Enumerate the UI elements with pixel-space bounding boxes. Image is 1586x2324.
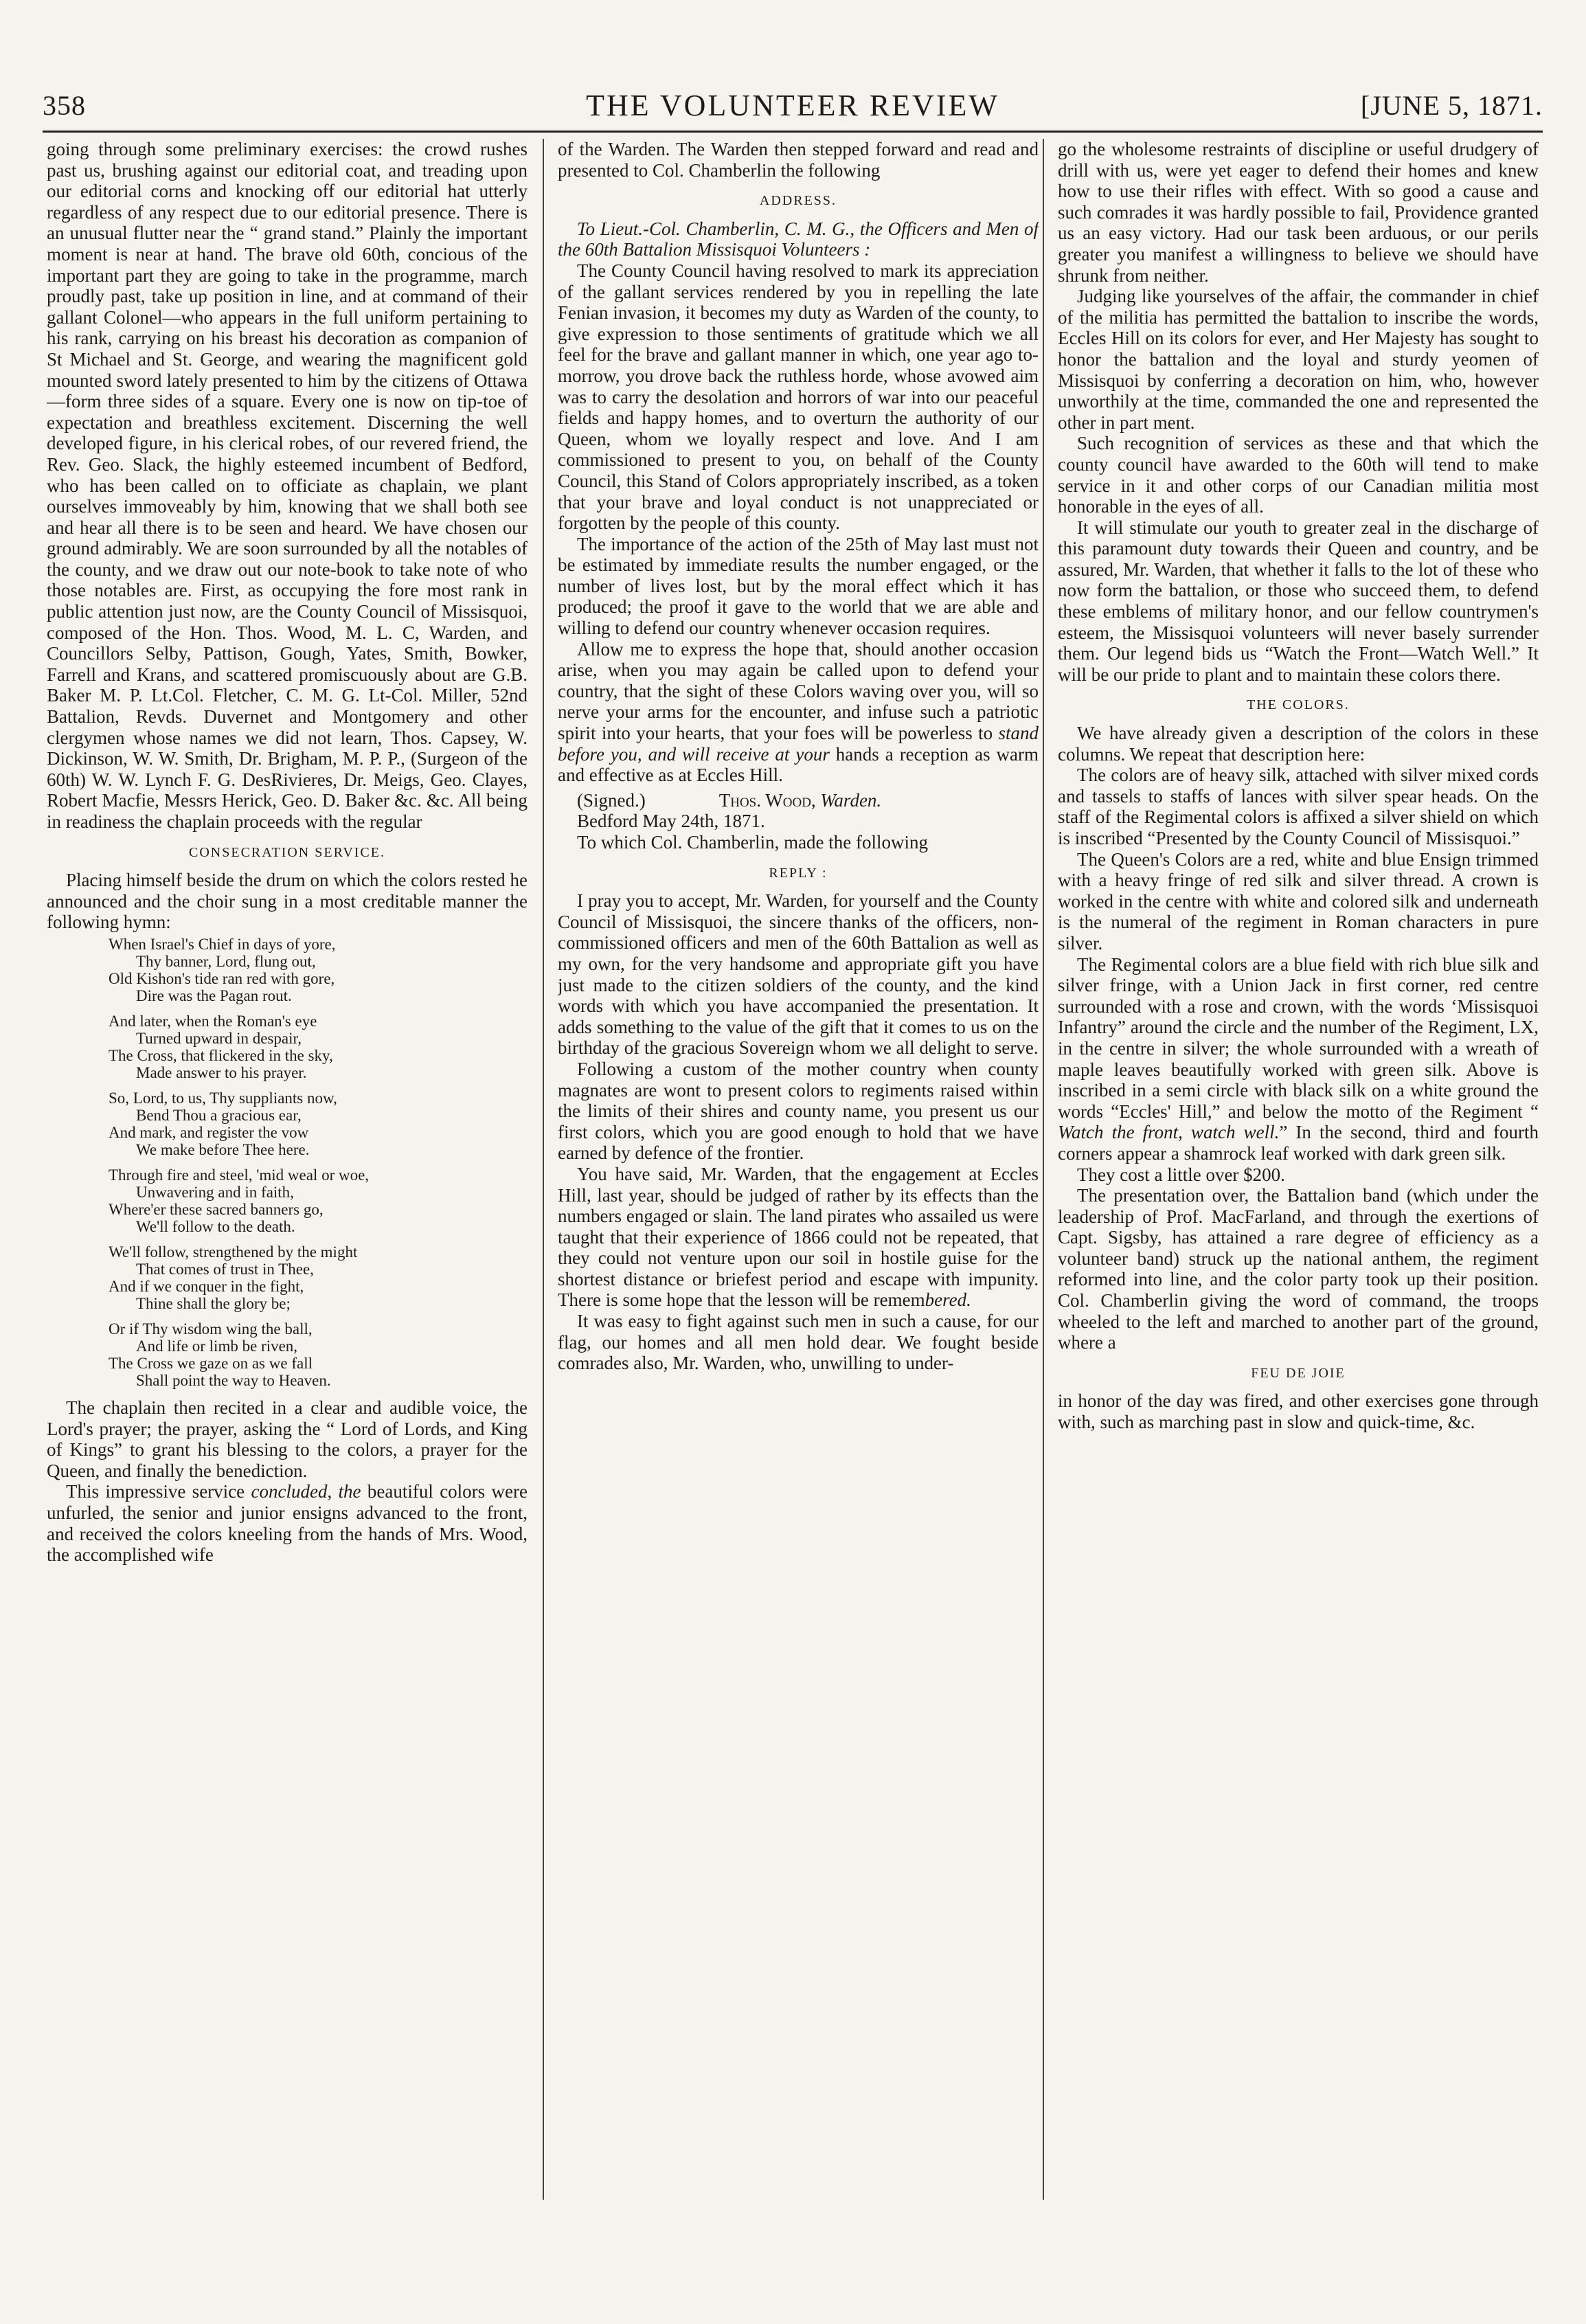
hymn-line: The Cross we gaze on as we fall [109,1354,313,1372]
paragraph: It was easy to fight against such men in such a cause, for our flag, our homes and all men hold dear. We fought beside comrades also, Mr. Warden, who, unwilling to under- [558,1311,1039,1374]
paragraph: Such recognition of services as these and that which the county council have awarded to the 60th will tend to make service in it and other corps of our Canadian militia most honorable in the eyes of all. [1058,433,1539,517]
hymn-line: And life or limb be riven, [136,1337,298,1355]
paragraph [558,639,1039,786]
hymn-line: The Cross, that flickered in the sky, [109,1046,333,1064]
section-heading: ADDRESS. [759,193,837,209]
hymn-stanza [109,1320,528,1389]
column-divider-2 [1043,139,1044,2200]
header-rule [43,131,1543,133]
hymn-line: Old Kishon's tide ran red with gore, [109,969,335,987]
text-run: ” In the second, third and fourth corners appear a shamrock leaf worked with dark green silk. [1058,1122,1539,1164]
paragraph: Placing himself beside the drum on which the colors rested he announced and the choir sung in a most creditable manner the following hymn: [47,870,528,933]
paragraph [47,1481,528,1565]
paragraph: It will stimulate our youth to greater zeal in the discharge of this paramount duty towards their Queen and country, and be assured, Mr. Warden, that whether it falls to the lot of these who now form the battalion, or those who succeed them, to defend these emblems of military honor, and our fellow countrymen's esteem, the Missisquoi volunteers will never basely surrender them. Our legend bids us “Watch the Front—Watch Well.” It will be our pride to plant and to maintain these colors there. [1058,517,1539,685]
text-run: You have said, Mr. Warden, that the engagement at Eccles Hill, last year, should be judged of rather by its effects than the numbers engaged or slain. The land pirates who assailed us were taught that their experience of 1866 could not be repeated, that they could not venture upon our soil in hostile guise for the shortest distance or briefest period and escape with impunity. There is some hope that the lesson will be remem [558,1163,1039,1311]
text-run: Allow me to express the hope that, should another occasion arise, when you may again be called upon to defend your country, that the sight of these Colors waving over you, will so nerve your arms for the encounter, and infuse such a patriotic spirit into your hearts, that your foes will be powerless to [558,638,1039,744]
paragraph: The importance of the action of the 25th of May last must not be estimated by immediate results the number engaged, or the number of lives lost, but by the moral effect which it has produced; the proof it gave to the world that we are able and willing to defend our country whenever occasion requires. [558,533,1039,639]
paragraph: Following a custom of the mother country when county magnates are wont to present colors to regiments raised within the limits of their shires and county name, you present us our first colors, which you are good enough to hold that we have earned by defence of the frontier. [558,1058,1039,1164]
hymn-line: We'll follow to the death. [136,1217,295,1235]
hymn-stanza [109,1166,528,1235]
paragraph: I pray you to accept, Mr. Warden, for yourself and the County Council of Missisquoi, the sincere thanks of the officers, non-commissioned officers and men of the 60th Battalion as well as my own, for the very handsome and appropriate gift you have just made to the citizen soldiers of the county, and the kind words with which you have accompanied the presentation. It adds something to the value of the gift that it comes to us on the birthday of the gracious Sovereign whom we all delight to serve. [558,890,1039,1059]
hymn-line: Through fire and steel, 'mid weal or woe, [109,1166,370,1184]
text-run: The Regimental colors are a blue field with rich blue silk and silver fringe, with a Union Jack in first corner, red centre surrounded with a rose and crown, with the words ‘Missisquoi Infantry” around the circle and the number of the Regiment, LX, in the centre in silver; the whole surrounded with a wreath of maple leaves beautifully worked with green silk. Above is inscribed in a semi circle with black silk on a white ground the words “Eccles' Hill,” and below the motto of the Regiment “ [1058,954,1539,1122]
address-salutation: To Lieut.-Col. Chamberlin, C. M. G., the Officers and Men of the 60th Battalion Missisquoi Volunteers : [558,218,1039,260]
section-heading: THE COLORS. [1247,697,1350,713]
signed-role: Warden. [820,789,882,811]
hymn-stanza [109,936,528,1004]
paragraph: The County Council having resolved to mark its appreciation of the gallant services rendered by you in repelling the late Fenian invasion, it becomes my duty as Warden of the county, to give expression to those sentiments of gratitude which we all feel for the brave and gallant manner in which, one year ago to-morrow, you drove back the ruthless horde, whose avowed aim was to carry the desolation and horrors of war into our peaceful fields and happy homes, and to overturn the authority of our Queen, whom we loyally respect and love. And I am commissioned to present to you, on behalf of the County Council, this Stand of Colors appropriately inscribed, as a token that your brave and loyal conduct is not unappreciated or forgotten by the people of this county. [558,260,1039,534]
text-run: This impressive service [66,1481,251,1502]
issue-date: [JUNE 5, 1871. [1360,90,1543,121]
section-heading: FEU DE JOIE [1251,1365,1346,1381]
hymn-line: Thine shall the glory be; [136,1294,291,1312]
emphasis: stand before you, and will receive at your [558,723,1039,765]
paragraph [558,1164,1039,1311]
hymn-line: When Israel's Chief in days of yore, [109,935,336,953]
signed-place: Bedford May 24th, 1871. [577,811,765,832]
column-2 [558,139,1039,2241]
hymn-line: Bend Thou a gracious ear, [136,1106,302,1124]
column-3 [1058,139,1539,2241]
emphasis: bered. [925,1289,971,1311]
paragraph: Judging like yourselves of the affair, the commander in chief of the militia has permitted the battalion to inscribe the words, Eccles Hill on its colors for ever, and Her Majesty has sought to honor the battalion and the loyal and sturdy yeomen of Missisquoi by conferring a decoration on him, who, however unworthily at the time, commanded the one and represented the other in part ment. [1058,286,1539,433]
hymn-line: And later, when the Roman's eye [109,1012,317,1030]
paragraph: going through some preliminary exercises: the crowd rushes past us, brushing against our editorial coat, and treading upon our editorial corns and knocking off our editorial hat utterly regardless of any respect due to our editorial presence. There is an unusual flutter near the “ grand stand.” Plainly the important moment is near at hand. The brave old 60th, concious of the important part they are going to take in the programme, march proudly past, take up position in line, and at command of their gallant Colonel—who appears in the full uniform pertaining to his rank, carrying on his breast his decoration as companion of St Michael and St. George, and wearing the magnificent gold mounted sword lately presented to him by the citizens of Ottawa—form three sides of a square. Every one is now on tip-toe of expectation and breathless excitement. Discerning the well developed figure, in his clerical robes, of our revered friend, the Rev. Geo. Slack, the highly esteemed incumbent of Bedford, who has been called on to officiate as chaplain, we plant ourselves immoveably by him, knowing that we shall both see and hear all there is to be seen and heard. We have chosen our ground admirably. We are soon surrounded by all the notables of the county, and we draw out our note-book to take note of who those notables are. First, as occupying the fore most rank in public attention just now, are the County Council of Missisquoi, composed of the Hon. Thos. Wood, M. L. C, Warden, and Councillors Selby, Pattison, Gough, Yates, Smith, Bowker, Farrell and Krans, and scattered promiscuously about are G.B. Baker M. P. Lt.Col. Fletcher, C. M. G. Lt-Col. Miller, 52nd Battalion, Revds. Duvernet and Montgomery and other clergymen whose names we did not learn, Thos. Capsey, W. Dickinson, W. W. Smith, Dr. Brigham, M. P. P., (Surgeon of the 60th) W. W. Lynch F. G. DesRivieres, Dr. Meigs, Geo. Clayes, Robert Macfie, Messrs Herick, Geo. D. Baker &c. &c. All being in readiness the chaplain proceeds with the regular [47,139,528,832]
paragraph: The colors are of heavy silk, attached with silver mixed cords and tassels to staffs of lances with silver spear heads. On the staff of the Regimental colors is affixed a silver shield on which is inscribed “Presented by the County Council of Missisquoi.” [1058,765,1539,848]
paragraph: To which Col. Chamberlin, made the following [577,832,929,853]
text-run: beautiful colors were unfurled, the senior and junior ensigns advanced to the front, and received the colors kneeling from the hands of Mrs. Wood, the accomplished wife [47,1481,528,1566]
hymn-line: Turned upward in despair, [136,1029,302,1047]
paragraph: The presentation over, the Battalion band (which under the leadership of Prof. MacFarland, and through the exertions of Capt. Sigsby, has attained a rare degree of efficiency as a volunteer band) struck up the national anthem, the regiment reformed into line, and the color party took up their position. Col. Chamberlin giving the word of command, the troops wheeled to the left and marched to another part of the ground, where a [1058,1185,1539,1353]
section-heading: CONSECRATION SERVICE. [189,844,385,860]
hymn-line: So, Lord, to us, Thy suppliants now, [109,1089,337,1107]
paragraph [1058,954,1539,1164]
hymn-stanza [109,1013,528,1081]
column-1 [47,139,528,2241]
hymn-line: Dire was the Pagan rout. [136,986,292,1004]
hymn-line: Shall point the way to Heaven. [136,1371,331,1389]
paragraph: We have already given a description of the colors in these columns. We repeat that description here: [1058,723,1539,765]
hymn-line: Made answer to his prayer. [136,1063,307,1081]
paragraph: The Queen's Colors are a red, white and blue Ensign trimmed with a heavy fringe of red silk and silver thread. A crown is worked in the centre with white and colored silk and underneath is the numeral of the regiment in Roman characters in pure silver. [1058,848,1539,954]
paragraph: go the wholesome restraints of discipline or useful drudgery of drill with us, were yet eager to defend their homes and knew how to use their rifles with effect. With so good a cause and such comrades it was hardly possible to fail, Providence granted us an easy victory. Had our task been arduous, or our perils greater you manifest a willingness to believe we should have shrunk from neither. [1058,139,1539,286]
hymn-line: Unwavering and in faith, [136,1183,294,1201]
page-number: 358 [43,90,86,121]
hymn-line: Or if Thy wisdom wing the ball, [109,1320,313,1338]
signed-name: Thos. Wood, [718,789,816,811]
section-heading: REPLY : [769,865,828,881]
signature-block [558,790,1039,811]
hymn-line: That comes of trust in Thee, [136,1260,314,1278]
paragraph: They cost a little over $200. [1077,1164,1285,1185]
hymn-line: Thy banner, Lord, flung out, [136,952,316,970]
page-header [43,81,1543,131]
text-run: hands a reception as warm and effective as at Eccles Hill. [558,743,1039,786]
hymn-stanza [109,1090,528,1158]
hymn-stanza [109,1243,528,1312]
column-divider-1 [543,139,544,2200]
page-title: THE VOLUNTEER REVIEW [586,89,999,122]
paragraph: The chaplain then recited in a clear and audible voice, the Lord's prayer; the prayer, asking the “ Lord of Lords, and King of Kings” to grant his blessing to the colors, a prayer for the Queen, and finally the benediction. [47,1397,528,1481]
emphasis: concluded, the [251,1481,361,1502]
signed-label: (Signed.) [577,789,646,811]
hymn-line: And mark, and register the vow [109,1123,309,1141]
emphasis: Watch the front, watch well. [1058,1122,1280,1143]
hymn-line: And if we conquer in the fight, [109,1277,304,1295]
paragraph: of the Warden. The Warden then stepped forward and read and presented to Col. Chamberlin the following [558,139,1039,181]
paragraph: in honor of the day was fired, and other exercises gone through with, such as marching past in slow and quick-time, &c. [1058,1390,1539,1433]
hymn-line: We'll follow, strengthened by the might [109,1243,358,1261]
hymn-line: Where'er these sacred banners go, [109,1200,324,1218]
hymn [109,936,528,1389]
hymn-line: We make before Thee here. [136,1140,310,1158]
